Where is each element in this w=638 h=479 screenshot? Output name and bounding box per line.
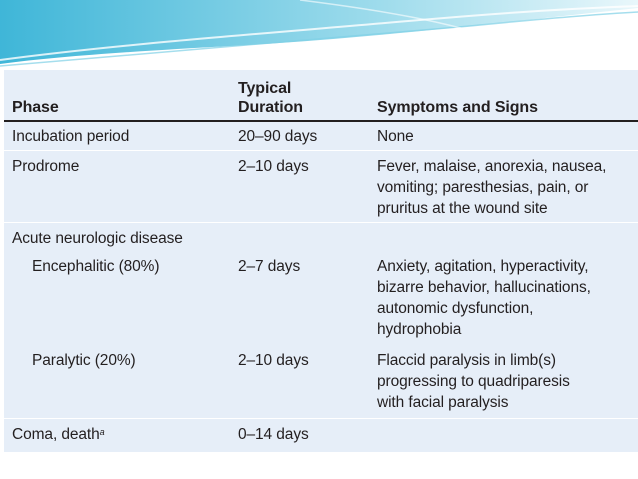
row-phase-text: Coma, death: [12, 426, 100, 443]
footnote-mark: a: [99, 427, 105, 437]
row-symptoms: hydrophobia: [377, 321, 462, 338]
header-rule: [4, 120, 638, 122]
row-duration: 0–14 days: [238, 426, 309, 443]
row-phase: Incubation period: [12, 128, 130, 145]
header-duration-line2: Duration: [238, 99, 303, 116]
row-duration: 2–7 days: [238, 258, 301, 275]
header-phase: Phase: [12, 99, 59, 116]
row-divider: [4, 150, 638, 151]
row-duration: 2–10 days: [238, 352, 309, 369]
row-symptoms: bizarre behavior, hallucinations,: [377, 279, 591, 296]
row-divider: [4, 222, 638, 223]
row-duration: 2–10 days: [238, 158, 309, 175]
row-symptoms: Flaccid paralysis in limb(s): [377, 352, 556, 369]
row-symptoms: pruritus at the wound site: [377, 200, 548, 217]
row-phase: [12, 424, 105, 445]
row-divider: [4, 418, 638, 419]
row-symptoms: None: [377, 128, 414, 145]
header-duration-line1: Typical: [238, 80, 292, 97]
row-symptoms: autonomic dysfunction,: [377, 300, 534, 317]
row-symptoms: Anxiety, agitation, hyperactivity,: [377, 258, 589, 275]
row-phase: Prodrome: [12, 158, 80, 175]
decorative-banner: [0, 0, 638, 70]
rabies-phases-table: [4, 70, 638, 452]
row-subphase: Encephalitic (80%): [32, 258, 160, 275]
row-symptoms: Fever, malaise, anorexia, nausea,: [377, 158, 607, 175]
header-symptoms: Symptoms and Signs: [377, 99, 538, 116]
row-symptoms: with facial paralysis: [377, 394, 509, 411]
row-phase: Acute neurologic disease: [12, 230, 183, 247]
row-symptoms: vomiting; paresthesias, pain, or: [377, 179, 589, 196]
row-duration: 20–90 days: [238, 128, 318, 145]
row-subphase: Paralytic (20%): [32, 352, 136, 369]
row-symptoms: progressing to quadriparesis: [377, 373, 570, 390]
